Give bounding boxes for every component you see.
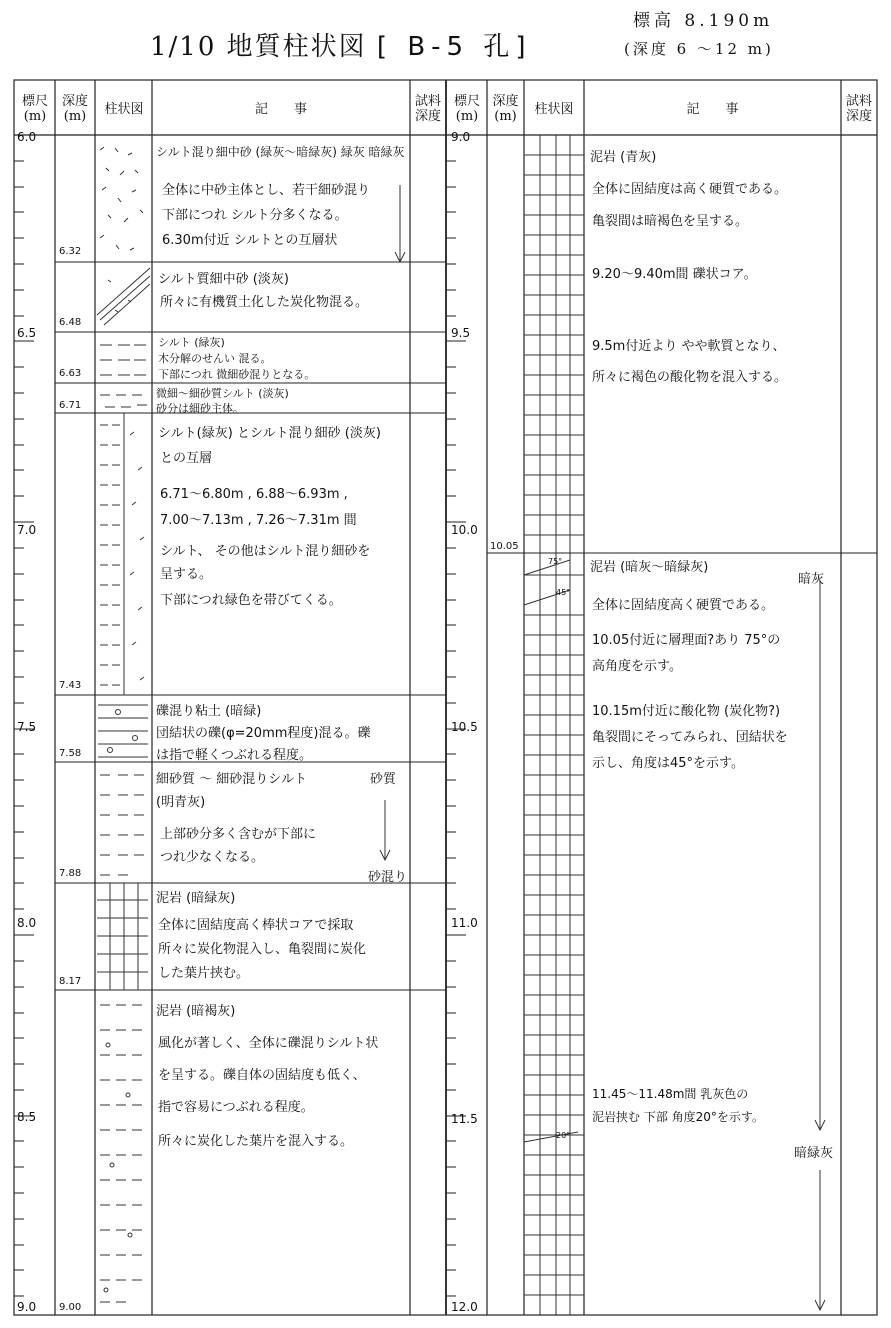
desc-line: 暗灰 xyxy=(798,572,825,587)
depth-value: 8.17 xyxy=(59,976,82,987)
desc-line: シルト混り細中砂 (緑灰～暗緑灰) 緑灰 暗緑灰 xyxy=(156,145,405,159)
desc-line: 11.45～11.48m間 乳灰色の xyxy=(592,1087,749,1101)
angle-label: 20° xyxy=(556,1131,571,1140)
header-column-right: 柱状図 xyxy=(534,102,574,117)
desc-line: 所々に炭化した葉片を混入する。 xyxy=(158,1134,354,1149)
scale-label: 12.0 xyxy=(451,1300,478,1314)
desc-line: 全体に中砂主体とし、若干細砂混り xyxy=(162,183,371,198)
desc-line: シルト (緑灰) xyxy=(158,336,225,349)
desc-line: シルト、 その他はシルト混り細砂を xyxy=(160,544,371,559)
depth-value: 6.71 xyxy=(59,400,82,411)
header-scale-unit: (m) xyxy=(455,109,479,124)
scale-label: 9.0 xyxy=(451,130,471,144)
header-scale-unit: (m) xyxy=(23,109,47,124)
desc-line: 泥岩 (暗灰～暗緑灰) xyxy=(590,560,709,575)
desc-line: つれ少なくなる。 xyxy=(160,850,265,865)
header-sample-depth: 深度 xyxy=(845,109,872,124)
desc-line: 所々に褐色の酸化物を混入する。 xyxy=(592,370,788,385)
desc-line: 下部につれ 微細砂混りとなる。 xyxy=(158,368,316,381)
depth-value: 6.63 xyxy=(59,368,82,379)
header-depth-label: 深度 xyxy=(61,94,88,109)
header-scale-left xyxy=(16,94,54,124)
desc-line: 微細～細砂質シルト (淡灰) xyxy=(156,387,289,400)
desc-line: 砂分は細砂主体。 xyxy=(156,402,244,415)
depth-value: 7.58 xyxy=(59,748,82,759)
title-borehole: [ B-5 孔] xyxy=(376,32,532,62)
scale-label: 10.5 xyxy=(451,720,478,734)
desc-line: 所々に炭化物混入し、亀裂間に炭化 xyxy=(158,942,367,957)
desc-line: は指で軽くつぶれる程度。 xyxy=(156,748,313,763)
depth-value: 6.32 xyxy=(59,246,82,257)
header-scale-label: 標尺 xyxy=(453,94,480,109)
scale-label: 11.5 xyxy=(451,1112,478,1126)
desc-line: 高角度を示す。 xyxy=(592,659,682,674)
desc-line: 亀裂間は暗褐色を呈する。 xyxy=(592,214,749,229)
desc-line: 下部につれ緑色を帯びてくる。 xyxy=(160,593,342,608)
header-sample-left xyxy=(410,94,446,124)
scale-label: 7.5 xyxy=(17,720,37,734)
depth-range-label: (深度 6 ～12 m) xyxy=(624,40,774,58)
desc-line: 6.71～6.80m , 6.88～6.93m , xyxy=(160,487,348,502)
scale-label: 6.5 xyxy=(17,326,37,340)
header-desc-right: 記 事 xyxy=(686,102,739,117)
desc-line: 10.15m付近に酸化物 (炭化物?) xyxy=(592,704,781,719)
depth-value: 9.00 xyxy=(59,1302,82,1313)
desc-line: 団結状の礫(φ=20mm程度)混る。礫 xyxy=(156,726,371,741)
desc-line: を呈する。礫自体の固結度も低く、 xyxy=(158,1068,366,1083)
desc-line: シルト質細中砂 (淡灰) xyxy=(158,272,289,287)
desc-line: との互層 xyxy=(160,451,213,466)
header-depth-unit: (m) xyxy=(494,109,517,124)
desc-line: した葉片挟む。 xyxy=(158,966,250,981)
desc-line: (明青灰) xyxy=(156,795,206,810)
scale-label: 7.0 xyxy=(17,523,37,537)
desc-line: 10.05付近に層理面?あり 75°の xyxy=(592,633,781,648)
header-depth-unit: (m) xyxy=(63,109,87,124)
scale-label: 8.0 xyxy=(17,916,37,930)
header-desc-left: 記 事 xyxy=(254,102,307,117)
desc-line: 細砂質 ～ 細砂混りシルト xyxy=(156,772,307,787)
desc-line: 礫混り粘土 (暗緑) xyxy=(156,704,262,719)
desc-line: 全体に固結度高く硬質である。 xyxy=(592,598,775,613)
header-sample-depth: 深度 xyxy=(414,109,441,124)
desc-line: 泥岩 (暗緑灰) xyxy=(156,891,236,906)
header-depth-left xyxy=(56,94,94,124)
desc-line: 泥岩挟む 下部 角度20°を示す。 xyxy=(592,1110,764,1124)
scale-label: 9.5 xyxy=(451,326,471,340)
header-sample-label: 試料 xyxy=(414,94,441,109)
scale-label: 10.0 xyxy=(451,523,478,537)
desc-line: シルト(緑灰) とシルト混り細砂 (淡灰) xyxy=(158,426,381,441)
scale-label: 9.0 xyxy=(17,1300,37,1314)
angle-label: 45° xyxy=(556,588,571,597)
header-scale-label: 標尺 xyxy=(21,94,48,109)
header-sample-right xyxy=(841,94,877,124)
desc-line: 所々に有機質土化した炭化物混る。 xyxy=(160,295,369,310)
desc-line: 示し、角度は45°を示す。 xyxy=(592,756,745,771)
desc-line: 全体に固結度は高く硬質である。 xyxy=(592,182,788,197)
desc-line: 上部砂分多く含むが下部に xyxy=(160,827,317,842)
desc-line: 9.20～9.40m間 礫状コア。 xyxy=(592,267,757,282)
header-column-left: 柱状図 xyxy=(104,102,144,117)
title-scale: 1/10 地質柱状図 xyxy=(150,32,367,62)
desc-line: 呈する。 xyxy=(160,567,213,582)
scale-label: 11.0 xyxy=(451,916,478,930)
desc-line: 暗緑灰 xyxy=(794,1146,834,1161)
depth-value: 7.43 xyxy=(59,680,82,691)
header-depth-label: 深度 xyxy=(492,94,519,109)
header-depth-right xyxy=(487,94,524,124)
depth-value: 7.88 xyxy=(59,868,82,879)
desc-line: 全体に固結度高く棒状コアで採取 xyxy=(158,918,354,933)
desc-line: 亀裂間にそってみられ、団結状を xyxy=(592,730,788,745)
desc-line: 9.5m付近より やや軟質となり、 xyxy=(592,339,786,354)
header-scale-right xyxy=(447,94,487,124)
depth-value: 10.05 xyxy=(490,541,519,552)
desc-line: 砂混り xyxy=(368,870,408,885)
desc-line: 砂質 xyxy=(370,772,397,787)
header-sample-label: 試料 xyxy=(845,94,872,109)
desc-line: 風化が著しく、全体に礫混りシルト状 xyxy=(158,1036,379,1051)
desc-line: 木分解のせんい 混る。 xyxy=(158,352,272,365)
scale-label: 8.5 xyxy=(17,1110,37,1124)
desc-line: 泥岩 (暗褐灰) xyxy=(156,1004,236,1019)
desc-line: 下部につれ シルト分多くなる。 xyxy=(162,208,348,223)
desc-line: 泥岩 (青灰) xyxy=(590,150,657,165)
desc-line: 指で容易につぶれる程度。 xyxy=(158,1100,314,1115)
desc-line: 7.00～7.13m , 7.26～7.31m 間 xyxy=(160,513,357,528)
elevation-label: 標高 8.190m xyxy=(633,11,774,31)
desc-line: 6.30m付近 シルトとの互層状 xyxy=(162,233,338,248)
angle-label: 75° xyxy=(548,557,563,566)
depth-value: 6.48 xyxy=(59,317,82,328)
scale-label: 6.0 xyxy=(17,130,37,144)
